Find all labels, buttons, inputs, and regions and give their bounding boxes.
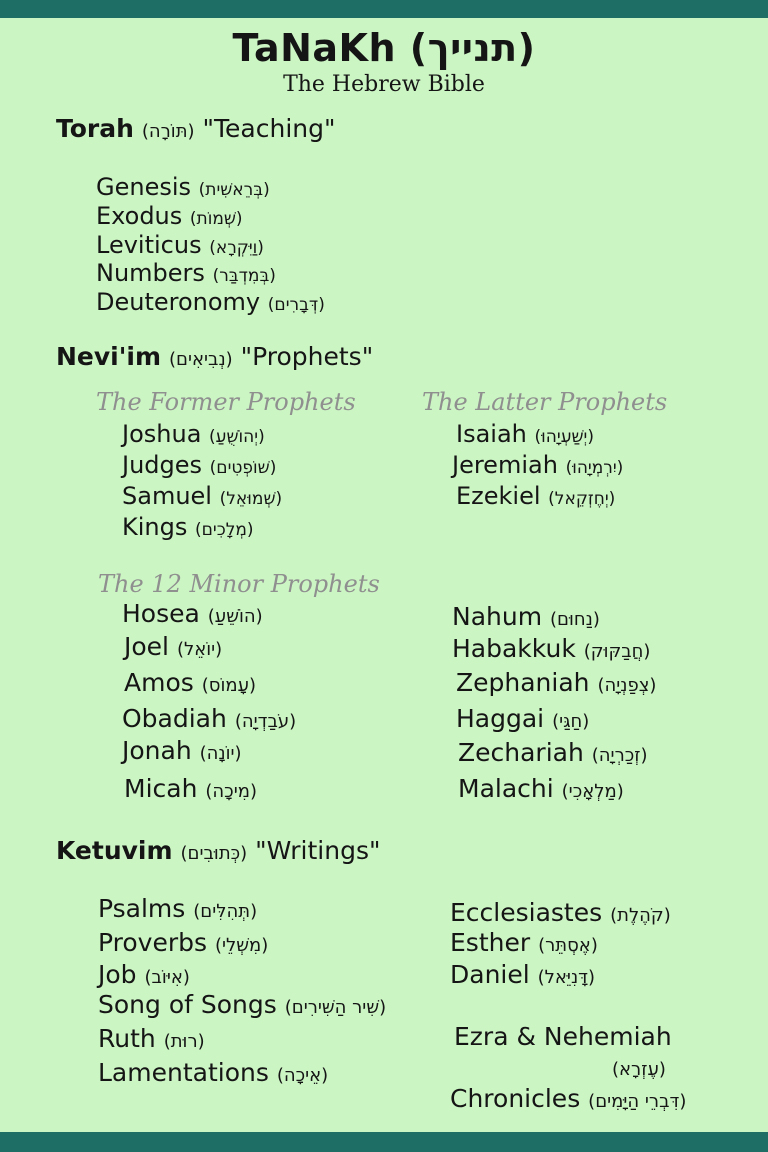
book-hebrew: (נַחוּם) [550, 609, 600, 630]
book-nahum [452, 602, 600, 631]
book-haggai [456, 704, 589, 733]
book-english: Ruth [98, 1024, 156, 1053]
section-hebrew: (תּוֹרָה) [141, 121, 195, 142]
book-ezra-nehemiah: Ezra & Nehemiah [454, 1022, 672, 1051]
book-hebrew: (עָמוֹס) [201, 675, 257, 696]
book-hebrew: (תְּהִלִּים) [193, 901, 258, 922]
book-deuteronomy [96, 288, 325, 316]
book-malachi [458, 774, 624, 803]
book-english: Jonah [122, 736, 192, 765]
book-job [98, 960, 190, 989]
book-hebrew: (זְכַרְיָה) [591, 745, 648, 766]
book-hebrew: (יוֹנָה) [199, 743, 242, 764]
section-gloss: "Teaching" [202, 114, 336, 143]
book-english: Daniel [450, 960, 530, 989]
book-hebrew: (אֵיכָה) [276, 1065, 329, 1086]
book-obadiah [122, 704, 296, 733]
book-english: Joshua [122, 420, 202, 448]
book-joel [124, 632, 222, 661]
section-neviim-heading [56, 342, 373, 371]
book-hebrew: (שׁוֹפְטִים) [209, 458, 277, 478]
book-hebrew: (דְּבָרִים) [267, 295, 325, 315]
book-hebrew: (דָּנִיֵּאל) [537, 967, 596, 988]
book-hebrew: (חֲבַקּוּק) [583, 641, 651, 662]
book-lamentations [98, 1058, 328, 1087]
book-micah [124, 774, 257, 803]
book-english: Zephaniah [456, 668, 590, 697]
book-hebrew: (שִׁיר הַשִּׁירִים) [284, 997, 387, 1018]
book-esther [450, 928, 598, 957]
book-hebrew: (עֶזְרָא) [612, 1059, 666, 1080]
book-chronicles [450, 1084, 686, 1113]
section-name: Torah [56, 114, 134, 143]
section-name: Ketuvim [56, 836, 173, 865]
book-hebrew: (שְׁמוֹת) [189, 209, 243, 229]
section-gloss: "Writings" [255, 836, 381, 865]
book-english: Zechariah [458, 738, 584, 767]
book-hebrew: (בְּרֵאשִׁית) [198, 180, 270, 200]
book-english: Song of Songs [98, 990, 277, 1019]
book-english: Judges [122, 451, 203, 479]
section-ketuvim-heading [56, 836, 380, 865]
book-numbers [96, 259, 276, 287]
chart-page [0, 18, 768, 1132]
book-english: Leviticus [96, 231, 202, 259]
book-hebrew: (בְּמִדְבַּר) [212, 266, 276, 286]
section-hebrew: (כְּתוּבִים) [180, 843, 248, 864]
book-english: Malachi [458, 774, 554, 803]
book-joshua [122, 420, 265, 448]
book-english: Lamentations [98, 1058, 269, 1087]
book-english: Job [98, 960, 137, 989]
book-hebrew: (עֹבַדְיָה) [234, 711, 297, 732]
book-genesis [96, 173, 270, 201]
book-ecclesiastes [450, 898, 671, 927]
book-english: Genesis [96, 173, 192, 201]
book-kings [122, 513, 254, 541]
book-judges [122, 451, 276, 479]
book-leviticus [96, 231, 264, 259]
book-habakkuk [452, 634, 650, 663]
book-daniel [450, 960, 595, 989]
book-ezekiel [456, 482, 615, 510]
book-samuel [122, 482, 282, 510]
book-hebrew: (יְחֶזְקֵאל) [548, 489, 616, 509]
book-english: Kings [122, 513, 188, 541]
book-exodus [96, 202, 243, 230]
book-english: Haggai [456, 704, 545, 733]
section-gloss: "Prophets" [240, 342, 374, 371]
book-hebrew: (מְלָכִים) [195, 520, 254, 540]
book-english: Isaiah [456, 420, 527, 448]
book-hebrew: (יִרְמְיָהוּ) [565, 458, 624, 478]
book-english: Deuteronomy [96, 288, 261, 316]
page-title: TaNaKh (תנייך) [232, 26, 536, 70]
book-hebrew: (דִּבְרֵי הַיָּמִים) [588, 1091, 687, 1112]
book-english: Psalms [98, 894, 186, 923]
group-former-prophets: The Former Prophets [96, 388, 356, 416]
group-latter-prophets: The Latter Prophets [422, 388, 668, 416]
book-english: Amos [124, 668, 194, 697]
book-psalms [98, 894, 257, 923]
book-hebrew: (הוֹשֵׁעַ) [207, 606, 263, 627]
section-torah-heading [56, 114, 336, 143]
book-english: Hosea [122, 599, 200, 628]
group-minor-prophets: The 12 Minor Prophets [98, 570, 380, 598]
book-proverbs [98, 928, 268, 957]
book-english: Proverbs [98, 928, 208, 957]
book-zechariah [458, 738, 648, 767]
book-english: Joel [124, 632, 169, 661]
book-hebrew: (מַלְאָכִי) [561, 781, 624, 802]
book-hebrew: (שְׁמוּאֵל) [219, 489, 283, 509]
book-hebrew: (חַגַּי) [552, 711, 590, 732]
book-english: Micah [124, 774, 198, 803]
book-english: Obadiah [122, 704, 227, 733]
book-english: Exodus [96, 202, 183, 230]
book-hebrew: (מִיכָה) [205, 781, 257, 802]
book-hebrew: (יְשַׁעְיָהוּ) [534, 427, 594, 447]
book-english: Samuel [122, 482, 212, 510]
book-song-of-songs [98, 990, 386, 1019]
section-hebrew: (נְבִיאִים) [168, 349, 233, 370]
book-zephaniah [456, 668, 656, 697]
book-english: Jeremiah [452, 451, 558, 479]
book-hebrew: (וַיִּקְרָא) [209, 238, 264, 258]
book-hebrew: (אֶסְתֵּר) [538, 935, 598, 956]
book-hebrew: (רוּת) [163, 1031, 205, 1052]
book-hebrew: (יְהוֹשֻׁעַ) [209, 427, 265, 447]
book-hebrew: (צְפַנְיָה) [597, 675, 657, 696]
page-subtitle: The Hebrew Bible [283, 72, 485, 97]
book-jeremiah [452, 451, 623, 479]
book-hebrew: (קֹהֶלֶת) [610, 905, 671, 926]
book-hebrew: (יוֹאֵל) [176, 639, 223, 660]
book-jonah [122, 736, 242, 765]
book-isaiah [456, 420, 594, 448]
book-ruth [98, 1024, 205, 1053]
book-amos [124, 668, 256, 697]
section-name: Nevi'im [56, 342, 162, 371]
book-english: Esther [450, 928, 531, 957]
book-hebrew: (אִיּוֹב) [144, 967, 190, 988]
book-english: Ecclesiastes [450, 898, 603, 927]
book-ezra-nehemiah-hebrew [612, 1052, 666, 1081]
book-hosea [122, 599, 263, 628]
book-hebrew: (מִשְׁלֵי) [214, 935, 269, 956]
book-english: Ezekiel [456, 482, 541, 510]
book-english: Nahum [452, 602, 543, 631]
book-english: Numbers [96, 259, 205, 287]
book-english: Habakkuk [452, 634, 576, 663]
book-english: Chronicles [450, 1084, 581, 1113]
